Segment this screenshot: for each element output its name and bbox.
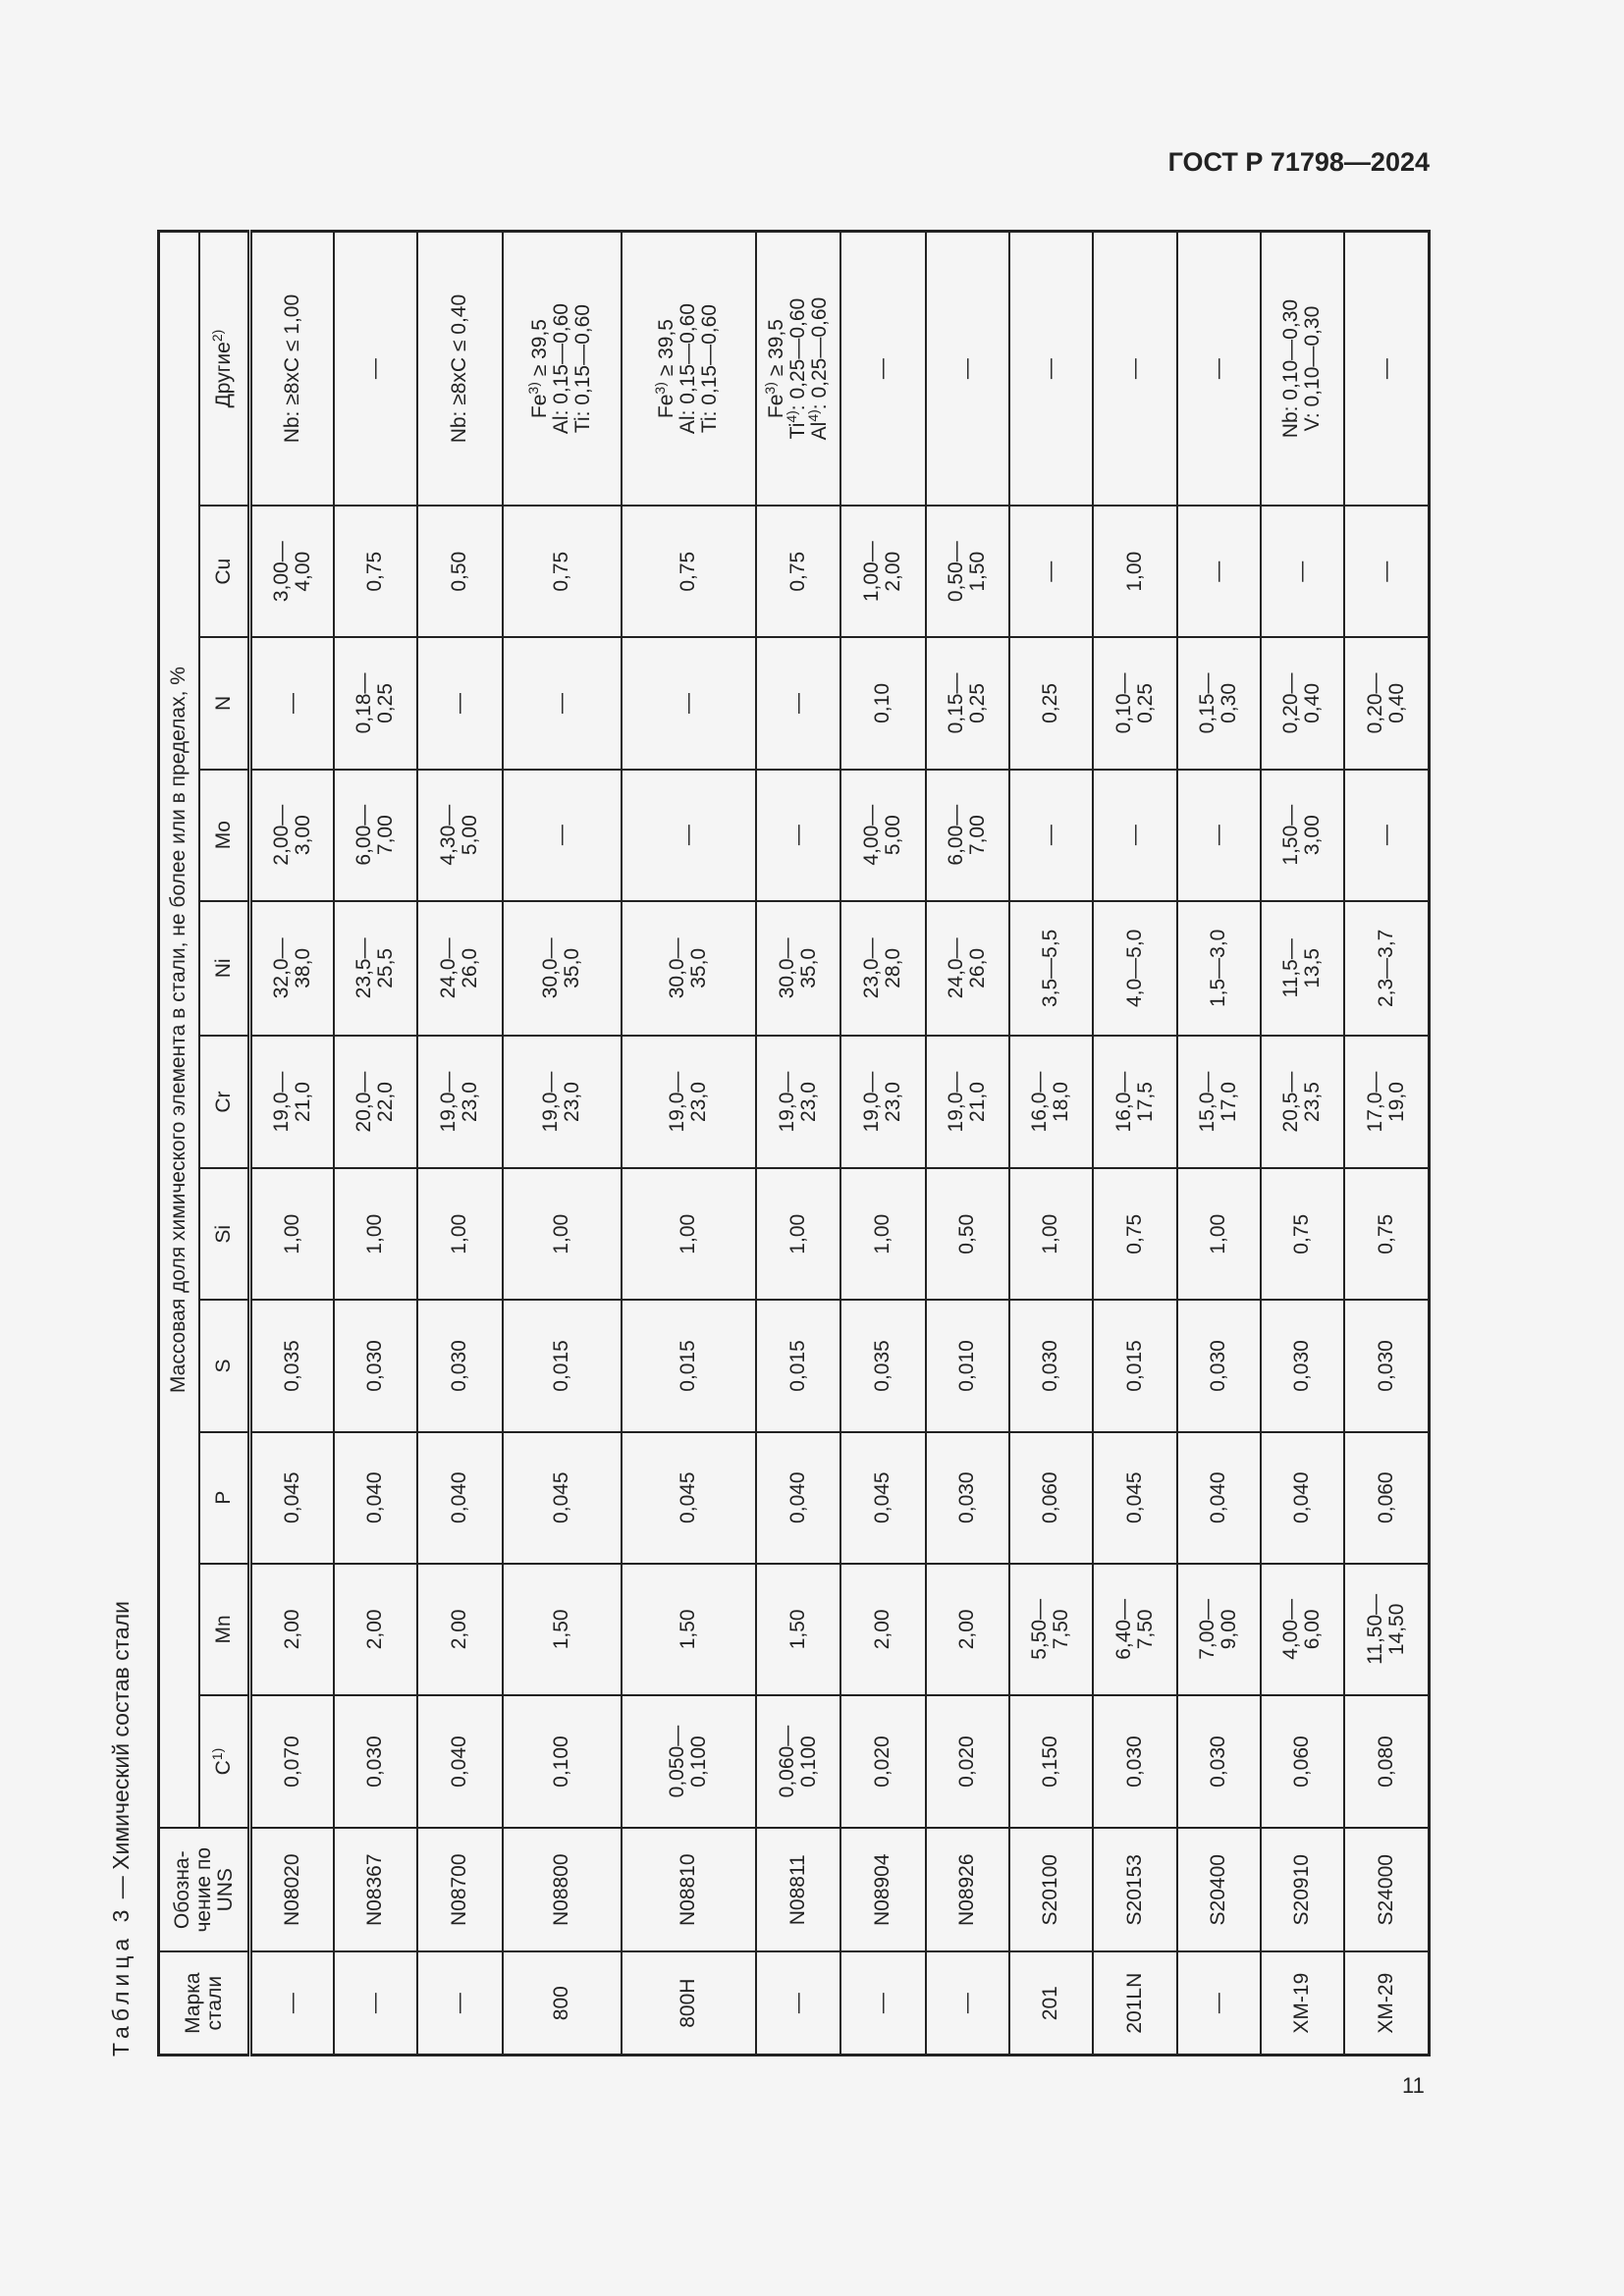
header-grade: Марка стали: [159, 1951, 250, 2055]
cell-value: —: [756, 770, 840, 901]
other-line: [699, 237, 721, 501]
other-text: ≥ 39,5: [764, 319, 787, 383]
table-row: [250, 232, 334, 2056]
cell-value: 2,00: [334, 1564, 417, 1695]
other-text: —: [1374, 358, 1397, 380]
other-text: Ti: [785, 422, 809, 440]
cell-value: 1,00: [1009, 1168, 1093, 1300]
cell-grade: 201LN: [1093, 1951, 1177, 2055]
cell-value: 3,5—5,5: [1009, 901, 1093, 1036]
element-name: Ni: [211, 958, 235, 979]
cell-grade: —: [840, 1951, 926, 2055]
cell-uns: N08810: [622, 1828, 756, 1951]
cell-value: 1,5—3,0: [1177, 901, 1261, 1036]
cell-uns: N08904: [840, 1828, 926, 1951]
cell-other: [756, 232, 840, 507]
rotated-table-container: [108, 230, 1428, 2056]
cell-value: 23,5— 25,5: [334, 901, 417, 1036]
cell-value: 0,035: [250, 1300, 334, 1431]
cell-value: 24,0— 26,0: [926, 901, 1009, 1036]
cell-value: 30,0— 35,0: [622, 901, 756, 1036]
cell-uns: N08020: [250, 1828, 334, 1951]
cell-value: 4,00— 5,00: [840, 770, 926, 901]
cell-value: 11,50— 14,50: [1344, 1564, 1430, 1695]
other-line: [525, 237, 551, 501]
header-element: [199, 901, 250, 1036]
other-line: [956, 237, 978, 501]
table-caption: [108, 1601, 135, 2056]
cell-value: 0,150: [1009, 1695, 1093, 1828]
footnote-ref: 2): [208, 329, 225, 343]
cell-value: 1,50: [756, 1564, 840, 1695]
cell-grade: —: [1177, 1951, 1261, 2055]
cell-value: 4,00— 6,00: [1261, 1564, 1344, 1695]
other-text: Nb: ≥8xC ≤ 1,00: [280, 294, 303, 444]
cell-value: 0,030: [926, 1432, 1009, 1564]
cell-value: 0,030: [1177, 1300, 1261, 1431]
footnote-ref: 4): [804, 409, 821, 422]
cell-value: 0,20— 0,40: [1261, 637, 1344, 769]
cell-other: [1261, 232, 1344, 507]
header-element: [199, 1564, 250, 1695]
cell-value: 0,25: [1009, 637, 1093, 769]
cell-value: 0,030: [334, 1695, 417, 1828]
cell-value: 0,015: [503, 1300, 622, 1431]
cell-value: 0,010: [926, 1300, 1009, 1431]
table-row: [756, 232, 840, 2056]
cell-value: 0,75: [334, 506, 417, 637]
cell-value: —: [622, 770, 756, 901]
cell-value: 0,030: [1093, 1695, 1177, 1828]
other-text: Al: 0,15—0,60: [550, 303, 572, 435]
table-row: [840, 232, 926, 2056]
other-text: Nb: ≥8xC ≤ 0,40: [448, 294, 470, 444]
cell-value: —: [1177, 770, 1261, 901]
cell-value: 0,070: [250, 1695, 334, 1828]
header-element: [199, 232, 250, 507]
cell-uns: S20910: [1261, 1828, 1344, 1951]
cell-value: 15,0— 17,0: [1177, 1036, 1261, 1168]
element-name: N: [211, 695, 235, 712]
other-text: Ti: 0,15—0,60: [571, 304, 594, 434]
cell-value: 0,015: [622, 1300, 756, 1431]
footnote-ref: 1): [208, 1747, 225, 1761]
other-text: : 0,25—0,60: [785, 297, 809, 411]
cell-value: 2,00: [250, 1564, 334, 1695]
other-text: —: [1039, 358, 1061, 380]
other-text: Ti: 0,15—0,60: [698, 304, 721, 434]
cell-value: 0,045: [840, 1432, 926, 1564]
other-line: [872, 237, 893, 501]
other-line: [1280, 237, 1302, 501]
element-name: Mn: [211, 1615, 235, 1644]
cell-value: 1,00: [1177, 1168, 1261, 1300]
cell-value: 1,00: [840, 1168, 926, 1300]
cell-value: 19,0— 23,0: [417, 1036, 503, 1168]
cell-value: 1,50— 3,00: [1261, 770, 1344, 901]
cell-value: 0,040: [1177, 1432, 1261, 1564]
table-row: [417, 232, 503, 2056]
cell-other: [1344, 232, 1430, 507]
cell-value: 1,00: [622, 1168, 756, 1300]
cell-value: 30,0— 35,0: [756, 901, 840, 1036]
cell-value: —: [1344, 506, 1430, 637]
cell-value: 19,0— 21,0: [250, 1036, 334, 1168]
cell-other: [1177, 232, 1261, 507]
header-element: [199, 506, 250, 637]
cell-value: 2,00: [926, 1564, 1009, 1695]
cell-value: 0,060: [1261, 1695, 1344, 1828]
cell-value: 24,0— 26,0: [417, 901, 503, 1036]
other-text: Nb: 0,10—0,30: [1279, 298, 1302, 439]
element-name: C: [211, 1760, 235, 1776]
cell-value: 0,100: [503, 1695, 622, 1828]
cell-value: 0,50: [417, 506, 503, 637]
cell-uns: S24000: [1344, 1828, 1430, 1951]
other-line: [1208, 237, 1229, 501]
cell-value: 0,50— 1,50: [926, 506, 1009, 637]
cell-value: 0,75: [1093, 1168, 1177, 1300]
cell-value: 0,030: [1177, 1695, 1261, 1828]
cell-uns: N08367: [334, 1828, 417, 1951]
other-text: Fe: [528, 394, 551, 419]
cell-value: 0,040: [417, 1432, 503, 1564]
cell-grade: 800H: [622, 1951, 756, 2055]
cell-value: 1,00: [503, 1168, 622, 1300]
other-line: [761, 237, 787, 501]
cell-value: 0,035: [840, 1300, 926, 1431]
cell-other: [926, 232, 1009, 507]
cell-value: —: [250, 637, 334, 769]
header-element: [199, 1432, 250, 1564]
cell-grade: XM-29: [1344, 1951, 1430, 2055]
caption-prefix: Таблица 3: [108, 1904, 134, 2056]
cell-value: 6,00— 7,00: [926, 770, 1009, 901]
cell-value: 16,0— 18,0: [1009, 1036, 1093, 1168]
other-line: [783, 237, 809, 501]
other-text: Fe: [655, 394, 677, 419]
cell-value: 1,00: [1093, 506, 1177, 637]
cell-value: 0,75: [622, 506, 756, 637]
header-element: [199, 1036, 250, 1168]
cell-value: 20,0— 22,0: [334, 1036, 417, 1168]
cell-value: 5,50— 7,50: [1009, 1564, 1093, 1695]
cell-value: 19,0— 23,0: [503, 1036, 622, 1168]
table-row: [622, 232, 756, 2056]
cell-uns: N08926: [926, 1828, 1009, 1951]
cell-value: 0,060: [1344, 1432, 1430, 1564]
cell-value: 0,080: [1344, 1695, 1430, 1828]
footnote-ref: 3): [525, 382, 541, 395]
cell-value: 3,00— 4,00: [250, 506, 334, 637]
other-text: Al: 0,15—0,60: [677, 303, 699, 435]
element-name: Другие: [211, 342, 235, 408]
cell-value: 0,045: [622, 1432, 756, 1564]
cell-value: 11,5— 13,5: [1261, 901, 1344, 1036]
cell-other: [840, 232, 926, 507]
cell-value: 1,00: [250, 1168, 334, 1300]
cell-value: 19,0— 23,0: [756, 1036, 840, 1168]
cell-value: —: [1009, 770, 1093, 901]
cell-value: 0,030: [1344, 1300, 1430, 1431]
document-header: ГОСТ Р 71798—2024: [1167, 147, 1430, 177]
cell-value: 0,040: [334, 1432, 417, 1564]
footnote-ref: 4): [783, 410, 799, 423]
header-element: [199, 637, 250, 769]
table-row: [1009, 232, 1093, 2056]
cell-grade: 201: [1009, 1951, 1093, 2055]
cell-other: [503, 232, 622, 507]
other-text: —: [363, 358, 386, 380]
other-text: —: [955, 358, 978, 380]
cell-value: 0,045: [1093, 1432, 1177, 1564]
cell-uns: N08700: [417, 1828, 503, 1951]
cell-value: —: [1093, 770, 1177, 901]
cell-value: 1,50: [503, 1564, 622, 1695]
element-name: Cr: [211, 1091, 235, 1113]
cell-uns: N08811: [756, 1828, 840, 1951]
cell-value: —: [417, 637, 503, 769]
cell-uns: N08800: [503, 1828, 622, 1951]
cell-value: 0,75: [1261, 1168, 1344, 1300]
other-line: [551, 237, 572, 501]
cell-value: 16,0— 17,5: [1093, 1036, 1177, 1168]
cell-value: 0,040: [417, 1695, 503, 1828]
other-line: [572, 237, 594, 501]
cell-grade: XM-19: [1261, 1951, 1344, 2055]
cell-value: 0,015: [1093, 1300, 1177, 1431]
cell-value: 0,030: [1009, 1300, 1093, 1431]
other-text: Al: [807, 421, 831, 441]
footnote-ref: 3): [652, 382, 668, 395]
table-row: [503, 232, 622, 2056]
cell-value: 0,75: [1344, 1168, 1430, 1300]
element-name: Mo: [211, 821, 235, 850]
cell-grade: —: [250, 1951, 334, 2055]
cell-value: 0,020: [926, 1695, 1009, 1828]
cell-value: 23,0— 28,0: [840, 901, 926, 1036]
header-element: [199, 770, 250, 901]
cell-other: [417, 232, 503, 507]
other-line: [677, 237, 699, 501]
cell-uns: S20400: [1177, 1828, 1261, 1951]
cell-other: [250, 232, 334, 507]
cell-value: —: [756, 637, 840, 769]
cell-uns: S20153: [1093, 1828, 1177, 1951]
table-row: [1344, 232, 1430, 2056]
cell-value: 0,030: [334, 1300, 417, 1431]
cell-other: [1093, 232, 1177, 507]
cell-other: [622, 232, 756, 507]
cell-value: 0,015: [756, 1300, 840, 1431]
cell-value: 4,30— 5,00: [417, 770, 503, 901]
table-row: [1261, 232, 1344, 2056]
other-line: [1040, 237, 1061, 501]
cell-value: 0,75: [503, 506, 622, 637]
cell-value: 6,40— 7,50: [1093, 1564, 1177, 1695]
other-line: [282, 237, 303, 501]
footnote-ref: 3): [761, 382, 778, 395]
header-element: [199, 1168, 250, 1300]
other-line: [449, 237, 470, 501]
cell-grade: 800: [503, 1951, 622, 2055]
other-text: ≥ 39,5: [528, 319, 551, 383]
cell-value: 0,18— 0,25: [334, 637, 417, 769]
cell-value: 0,50: [926, 1168, 1009, 1300]
caption-text: — Химический состав стали: [108, 1601, 134, 1905]
cell-value: 0,020: [840, 1695, 926, 1828]
cell-value: 2,00— 3,00: [250, 770, 334, 901]
other-text: Fe: [764, 394, 787, 419]
cell-value: 1,00— 2,00: [840, 506, 926, 637]
cell-value: 1,00: [756, 1168, 840, 1300]
cell-value: 1,00: [334, 1168, 417, 1300]
cell-grade: —: [334, 1951, 417, 2055]
other-text: : 0,25—0,60: [807, 296, 831, 410]
other-text: —: [1207, 358, 1229, 380]
cell-value: 0,045: [250, 1432, 334, 1564]
table-row: [1093, 232, 1177, 2056]
other-text: ≥ 39,5: [655, 319, 677, 383]
cell-value: 4,0—5,0: [1093, 901, 1177, 1036]
header-element: [199, 1300, 250, 1431]
page-number: 11: [1402, 2073, 1425, 2098]
cell-value: 2,00: [417, 1564, 503, 1695]
cell-value: —: [1009, 506, 1093, 637]
cell-value: 20,5— 23,5: [1261, 1036, 1344, 1168]
cell-value: 6,00— 7,00: [334, 770, 417, 901]
element-name: P: [211, 1490, 235, 1505]
cell-value: 17,0— 19,0: [1344, 1036, 1430, 1168]
other-line: [1124, 237, 1146, 501]
cell-value: 0,045: [503, 1432, 622, 1564]
cell-value: 0,75: [756, 506, 840, 637]
cell-other: [334, 232, 417, 507]
cell-value: 1,00: [417, 1168, 503, 1300]
header-element: [199, 1695, 250, 1828]
element-name: S: [211, 1359, 235, 1373]
cell-uns: S20100: [1009, 1828, 1093, 1951]
header-uns: Обозна- чение по UNS: [159, 1828, 250, 1951]
other-text: —: [1122, 358, 1146, 380]
cell-value: 0,040: [1261, 1432, 1344, 1564]
cell-value: 0,10: [840, 637, 926, 769]
cell-value: 32,0— 38,0: [250, 901, 334, 1036]
cell-value: —: [1261, 506, 1344, 637]
cell-value: —: [503, 637, 622, 769]
cell-value: —: [622, 637, 756, 769]
cell-grade: —: [756, 1951, 840, 2055]
chemical-composition-table: [157, 230, 1431, 2056]
element-name: Si: [211, 1224, 235, 1244]
cell-value: 0,040: [756, 1432, 840, 1564]
table-row: [926, 232, 1009, 2056]
cell-value: 0,030: [1261, 1300, 1344, 1431]
other-line: [804, 237, 831, 501]
other-text: —: [871, 358, 893, 380]
other-text: V: 0,10—0,30: [1301, 305, 1324, 432]
cell-value: 0,20— 0,40: [1344, 637, 1430, 769]
cell-value: 2,00: [840, 1564, 926, 1695]
cell-value: 1,50: [622, 1564, 756, 1695]
cell-value: 0,060— 0,100: [756, 1695, 840, 1828]
table-row: [334, 232, 417, 2056]
cell-value: 0,15— 0,25: [926, 637, 1009, 769]
other-line: [1302, 237, 1324, 501]
cell-value: 2,3—3,7: [1344, 901, 1430, 1036]
cell-value: 19,0— 23,0: [840, 1036, 926, 1168]
cell-value: 0,060: [1009, 1432, 1093, 1564]
cell-value: —: [1177, 506, 1261, 637]
cell-value: —: [1344, 770, 1430, 901]
cell-value: 0,030: [417, 1300, 503, 1431]
cell-grade: —: [926, 1951, 1009, 2055]
cell-value: 0,050— 0,100: [622, 1695, 756, 1828]
element-name: Cu: [211, 558, 235, 585]
cell-value: 19,0— 23,0: [622, 1036, 756, 1168]
header-group: Массовая доля химического элемента в стали, не более или в пределах, %: [159, 232, 199, 1829]
other-line: [652, 237, 677, 501]
cell-value: 30,0— 35,0: [503, 901, 622, 1036]
cell-other: [1009, 232, 1093, 507]
other-line: [364, 237, 386, 501]
other-line: [1376, 237, 1397, 501]
cell-value: 7,00— 9,00: [1177, 1564, 1261, 1695]
cell-value: 0,15— 0,30: [1177, 637, 1261, 769]
cell-value: 0,10— 0,25: [1093, 637, 1177, 769]
cell-grade: —: [417, 1951, 503, 2055]
cell-value: 19,0— 21,0: [926, 1036, 1009, 1168]
cell-value: —: [503, 770, 622, 901]
table-row: [1177, 232, 1261, 2056]
